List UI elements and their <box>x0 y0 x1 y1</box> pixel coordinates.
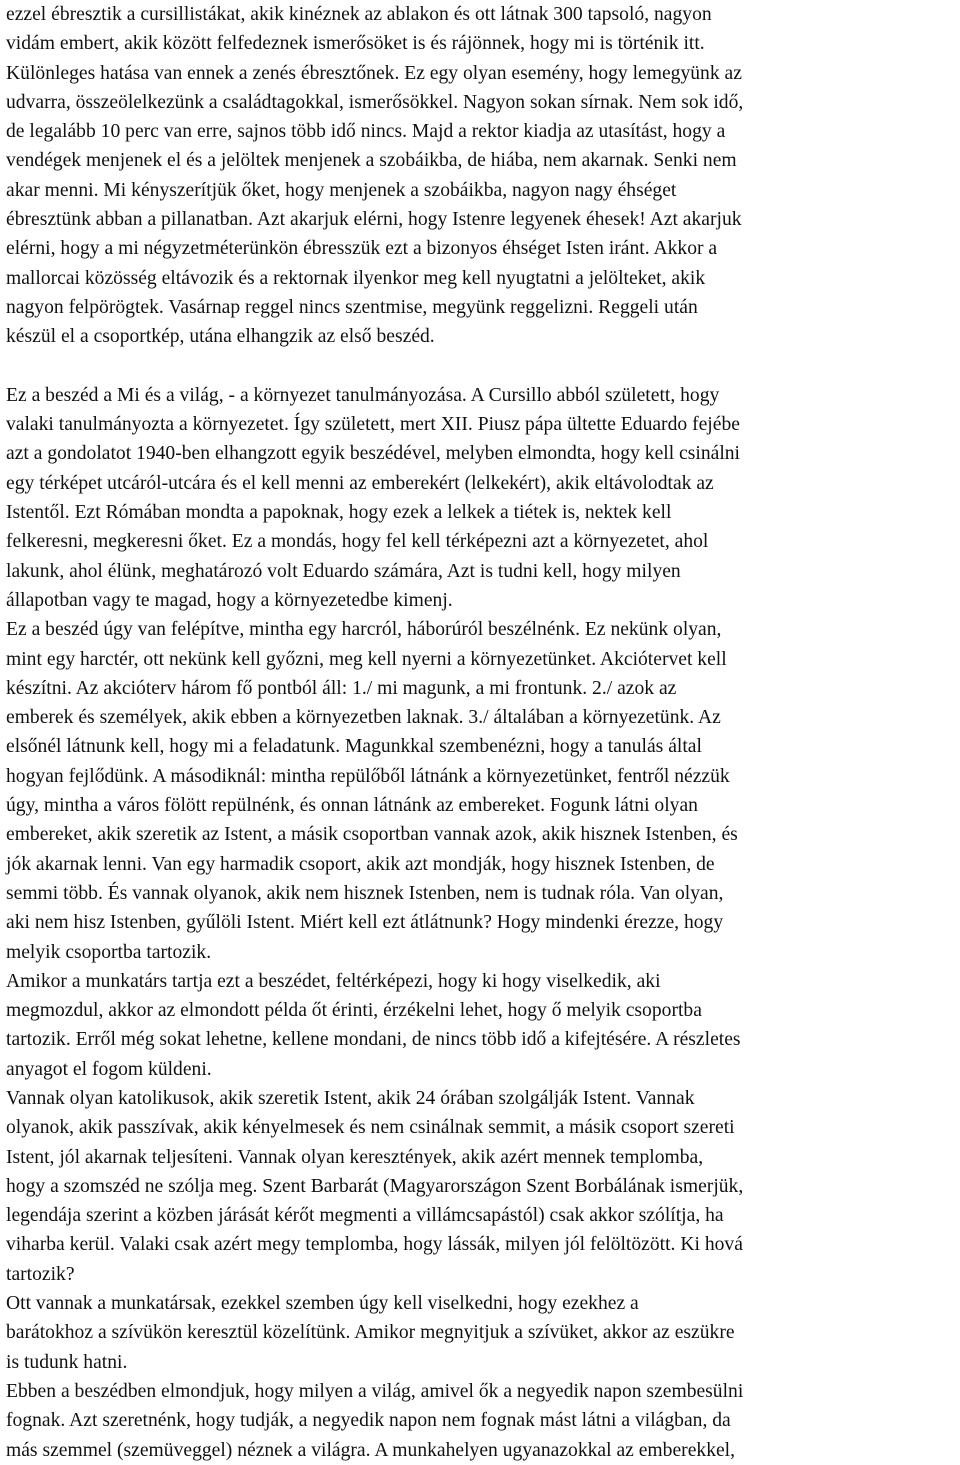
text-line: de legalább 10 perc van erre, sajnos több idő nincs. Majd a rektor kiadja az utasítást, hogy a <box>6 121 726 143</box>
text-line: hogyan fejlődünk. A másodiknál: mintha repülőből látnánk a környezetünket, fentről nézzük <box>6 765 730 787</box>
text-line: viharba kerül. Valaki csak azért megy templomba, hogy lássák, milyen jól felöltözött. Ki hová <box>6 1234 743 1256</box>
text-line: akar menni. Mi kényszerítjük őket, hogy menjenek a szobáikba, nagyon nagy éhséget <box>6 179 677 201</box>
text-line: ezzel ébresztik a cursillistákat, akik kinéznek az ablakon és ott látnak 300 tapsoló, nagyon <box>6 4 712 25</box>
text-line: Istentől. Ezt Rómában mondta a papoknak, hogy ezek a lelkek a tiétek is, nektek kell <box>6 502 672 524</box>
paragraph-world-speech <box>6 381 956 1465</box>
text-line: Ez a beszéd a Mi és a világ, - a környezet tanulmányozása. A Cursillo abból született, hogy <box>6 384 720 406</box>
paragraph-wakeup <box>6 0 956 352</box>
text-line: fognak. Azt szeretnénk, hogy tudják, a negyedik napon nem fognak mást látni a világban, da <box>6 1410 731 1432</box>
text-line: Vannak olyan katolikusok, akik szeretik Istent, akik 24 órában szolgálják Istent. Vannak <box>6 1087 695 1109</box>
text-line: elérni, hogy a mi négyzetméterünkön ébresszük ezt a bizonyos éhséget Isten iránt. Akkor a <box>6 238 718 260</box>
text-line: Ez a beszéd úgy van felépítve, mintha egy harcról, háborúról beszélnénk. Ez nekünk olyan, <box>6 619 722 641</box>
text-line: úgy, mintha a város fölött repülnénk, és onnan látnánk az embereket. Fogunk látni olyan <box>6 795 698 817</box>
text-line: más szemmel (szemüveggel) néznek a világra. A munkahelyen ugyanazokkal az emberekkel, <box>6 1439 736 1461</box>
text-line: hogy a szomszéd ne szólja meg. Szent Barbarát (Magyarországon Szent Borbálának ismerjük, <box>6 1175 744 1197</box>
text-line: olyanok, akik passzívak, akik kényelmesek és nem csinálnak semmit, a másik csoport szereti <box>6 1117 735 1139</box>
text-line: megmozdul, akkor az elmondott példa őt érinti, érzékelni lehet, hogy ő melyik csoportba <box>6 1000 702 1022</box>
text-line: Ebben a beszédben elmondjuk, hogy milyen a világ, amivel ők a negyedik napon szembesülni <box>6 1380 744 1402</box>
text-line: anyagot el fogom küldeni. <box>6 1058 212 1080</box>
text-line: embereket, akik szeretik az Istent, a másik csoportban vannak azok, akik hisznek Istenben, és <box>6 824 738 846</box>
text-line: Amikor a munkatárs tartja ezt a beszédet, feltérképezi, hogy ki hogy viselkedik, aki <box>6 970 661 992</box>
text-line: jók akarnak lenni. Van egy harmadik csoport, akik azt mondják, hogy hisznek Istenben, de <box>6 853 715 875</box>
text-line: Különleges hatása van ennek a zenés ébresztőnek. Ez egy olyan esemény, hogy lemegyünk az <box>6 62 742 84</box>
paragraph-gap <box>6 352 956 381</box>
text-line: mallorcai közösség eltávozik és a rektornak ilyenkor meg kell nyugtatni a jelölteket, akik <box>6 267 706 289</box>
text-line: mint egy harctér, ott nekünk kell győzni, meg kell nyerni a környezetünket. Akciótervet kell <box>6 648 727 670</box>
text-line: tartozik. Erről még sokat lehetne, kellene mondani, de nincs több idő a kifejtésére. A részletes <box>6 1029 741 1051</box>
text-line: egy térképet utcáról-utcára és el kell menni az emberekért (lelkekért), akik eltávolodtak az <box>6 472 714 494</box>
text-line: vidám embert, akik között felfedeznek ismerősöket is és rájönnek, hogy mi is történik itt. <box>6 33 705 55</box>
text-line: valaki tanulmányozta a környezetet. Így született, mert XII. Piusz pápa ültette Eduardo fejébe <box>6 414 740 436</box>
text-line: állapotban vagy te magad, hogy a környezetedbe kimenj. <box>6 589 453 611</box>
text-line: vendégek menjenek el és a jelöltek menjenek a szobáikba, de hiába, nem akarnak. Senki nem <box>6 150 737 172</box>
text-line: lakunk, ahol élünk, meghatározó volt Eduardo számára, Azt is tudni kell, hogy milyen <box>6 560 681 582</box>
text-line: semmi több. És vannak olyanok, akik nem hisznek Istenben, nem is tudnak róla. Van olyan, <box>6 882 724 904</box>
text-line: aki nem hisz Istenben, gyűlöli Istent. Miért kell ezt átlátnunk? Hogy mindenki érezze, hogy <box>6 912 724 934</box>
text-line: ébresztünk abban a pillanatban. Azt akarjuk elérni, hogy Istenre legyenek éhesek! Azt akarjuk <box>6 209 742 231</box>
text-line: elsőnél látnunk kell, hogy mi a feladatunk. Magunkkal szembenézni, hogy a tanulás által <box>6 736 702 758</box>
text-line: legendája szerint a közben járását kérőt megmenti a villámcsapástól) csak akkor szólítja, ha <box>6 1205 724 1227</box>
text-line: nagyon felpörögtek. Vasárnap reggel nincs szentmise, megyünk reggelizni. Reggeli után <box>6 296 698 318</box>
text-line: Ott vannak a munkatársak, ezekkel szemben úgy kell viselkedni, hogy ezekhez a <box>6 1293 639 1315</box>
text-line: felkeresni, megkeresni őket. Ez a mondás, hogy fel kell térképezni azt a környezetet, ahol <box>6 531 709 553</box>
text-line: barátokhoz a szívükön keresztül közelítünk. Amikor megnyitjuk a szívüket, akkor az eszükre <box>6 1322 735 1344</box>
text-line: udvarra, összeölelkezünk a családtagokkal, ismerősökkel. Nagyon sokan sírnak. Nem sok idő, <box>6 91 744 113</box>
text-line: készül el a csoportkép, utána elhangzik az első beszéd. <box>6 326 435 348</box>
text-line: készítni. Az akcióterv három fő pontból áll: 1./ mi magunk, a mi frontunk. 2./ azok az <box>6 677 677 699</box>
text-line: is tudunk hatni. <box>6 1351 128 1373</box>
text-line: emberek és személyek, akik ebben a környezetben laknak. 3./ általában a környezetünk. Az <box>6 707 721 729</box>
document-page <box>6 0 956 1465</box>
text-line: melyik csoportba tartozik. <box>6 941 212 963</box>
text-line: Istent, jól akarnak teljesíteni. Vannak olyan keresztények, akik azért mennek templomba, <box>6 1146 704 1168</box>
text-line: tartozik? <box>6 1263 75 1285</box>
text-line: azt a gondolatot 1940-ben elhangzott egyik beszédével, melyben elmondta, hogy kell csinálni <box>6 443 741 465</box>
